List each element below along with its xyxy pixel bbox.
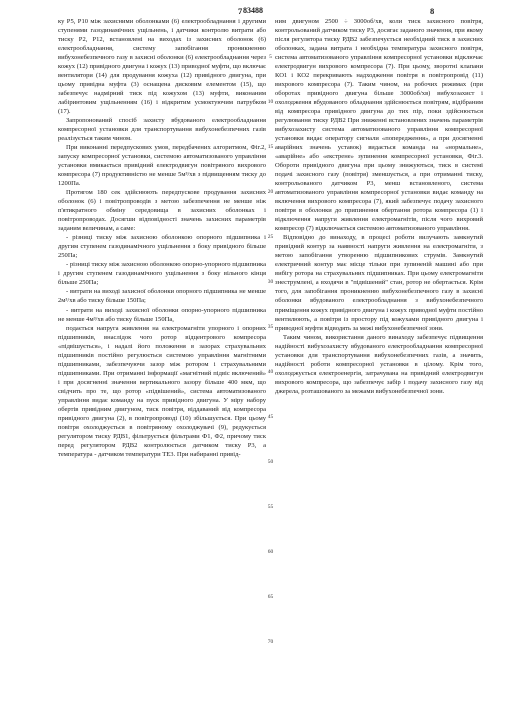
- line-number: 65: [267, 594, 274, 600]
- paragraph: - витрати на виході захисної оболонки опорно-упорного підшипника не менше 4м³/хв або тиску більше 150Па,: [58, 306, 266, 323]
- line-number: 60: [267, 549, 274, 555]
- patent-number: 83488: [243, 6, 263, 15]
- left-page-number: 7: [238, 6, 243, 16]
- line-number: 40: [267, 369, 274, 375]
- paragraph: - різниці тиску між захисною оболонкою опорно-упорного підшипника і другим ступенем газодинамічного ущільнення з боку вільного кінця більше 250Па;: [58, 261, 266, 287]
- left-text-column: [58, 17, 266, 459]
- line-number: 15: [267, 144, 274, 150]
- paragraph: ним двигуном 2500 ÷ 3000об/хв, коли тиск захисного повітря, контрольований датчиком тиску Р3, досягає заданого значення, при якому після регулятора тиску РДВ2 забезпечується необхідний тиск в захисних оболонках, задана витрата і необхідна температура захисного повітря, система автоматизованого управління компресорної установки відключає електродвигун вихрового компресора (7). При цьому, зворотні клапани КО1 і КО2 перекривають надходження повітря в повітропровід (11) вихрового компресора (7). Таким чином, на робочих режимах (при оборотах привідного двигуна більше 3000об/хв) вибухозахист і охолодження вбудованого обладнання здійснюється повітрям, відібраним від компресора привідного двигуна до тих пір, поки здійснюється регулювання тиску РДВ2 При зниженні встановлених значень параметрів вибухозахисту система автоматизованого управління компресорної установки видає оператору сигнали «попередження», а при досягненні аварійних значень уставок) видається команда на «нормальне», «аварійне» або «екстрене» зупинення компресорної установки, Фіг.3. Обороти привідного двигуна при цьому знижуються, тиск в системі подачі захисного газу (повітря) зменшується, а при отриманні тиску, контрольованого датчиком Р3, менш встановленого, система автоматизованого управління компресорної установки видає команду на включення вихрового компресора (7), який забезпечує подачу захисного повітря в оболонки до припинення обертання ротора компресора (1) і відключення напруги живлення електромагнітів, після чого вихровий компресор (7) відключається системою автоматизованого управління.: [275, 18, 483, 233]
- line-number: 50: [267, 459, 274, 465]
- right-page-number: 8: [430, 6, 435, 16]
- paragraph: Таким чином, використання даного винаходу забезпечує підвищення надійності вибухозахисту вбудованого електрообладнання компресорної установки для транспортування вибухонебезпечних газів, а значить, надійності роботи компресорної установки в цілому. Крім того, охолоджується електроенергія, затрачувана на привідний електродвигун вихрового компресора, що забезпечує забір і подачу захисного газу від джерела, розташованого за межами вибухонебезпечної зони.: [275, 333, 483, 395]
- paragraph: - витрати на виході захисної оболонки опорного підшипника не менше 2м³/хв або тиску більше 150Па;: [58, 288, 266, 305]
- line-number: 5: [269, 54, 272, 60]
- line-number: 55: [267, 504, 274, 510]
- line-number: 70: [267, 639, 274, 645]
- paragraph: - різниці тиску між захисною оболонкою опорного підшипника і другим ступенем газодинамічного ущільнення з боку привідного більше 250Па;: [58, 234, 266, 260]
- paragraph: Відповідно до винаходу, в процесі роботи вилучають замкнутий привідний контур за наявності напруги живлення на електромагніти, з метою запобігання утворенню підшипникових струмів. Замкнутий електричний контур має місце тільки при зупиненій машині або при вибігу ротора на страхувальних підшипниках. При цьому електромагніти знеструмлені, а входячи в "підвішений" стан, ротор не обертається. Крім того, для запобігання проникненню вибухонебезпечного газу в захисні оболонки вбудованого електрообладнання з вибухонебезпечного приміщення кожух привідного двигуна і кожух приводної муфти постійно вентилюють, а повітря із простору під кожухами привідного двигуна і приводної муфти відводять за межі вибухонебезпечної зони.: [275, 234, 483, 332]
- paragraph: При виконанні передпускових умов, передбачених алгоритмом, Фіг.2, запуску компресорної установки, системою автоматизованого управління установки вмикається привідний електродвигун повітряного вихрового компресора (7) продуктивністю не менше 5м³/хв з підвищенням тиску до 1200Па.: [58, 144, 266, 188]
- right-text-column: [275, 17, 483, 396]
- line-number: 35: [267, 324, 274, 330]
- paragraph: ку Р5, Р10 між захисними оболонками (6) електрообладнання і другими ступенями газодинамічних ущільнень, і датчики контролю витрати або тиску Р2, Р12, встановлені на виходах із захисних оболонок (6) електрообладнання, систему запобігання проникненню вибухонебезпечного газу в захисні оболонки (6) електрообладнання через кожух (12) привідного двигуна і кожух (13) приводної муфти, що включає вентилятори (14) для продування кожуха (12) привідного двигуна, при цьому привідна муфта (3) оснащена дисковим елементом (15), що забезпечує надмірний тиск під кожухом (13) муфти, виконаним лабіринтовим ущільненням (16) і відкритим усмоктуючим патрубком (17).: [58, 18, 266, 116]
- line-number: 45: [267, 414, 274, 420]
- paragraph: подається напруга живлення на електромагніти упорного і опорних підшипників, внаслідок чого ротор відцентрового компресора «підвішується», і надалі його положення в зазорах страхувальних підшипників постійно регулюється системою управління магнітними підшипниками, забезпечуючи зазор між ротором і страхувальними підшипниками. При отриманні інформації «магнітний підвіс включений» і при досягненні значення вертикального зазору більше 400 мкм, що свідчить про те, що ротор «підвішений», система автоматизованого управління видає команду на пуск привідного двигуна. У міру набору обертів привідним двигуном, тиск повітря, віддаваний від компресора привідного двигуна (2), в повітропроводі (10) збільшується. При цьому повітря охолоджується в повітряному охолоджувачі (9), редукується регулятором тиску РДВ1, фільтрується фільтрами Ф1, Ф2, причому тиск перед регулятором РДВ2 контролюється датчиком тиску Р3, а температура - датчиком температури ТЕ3. При набиранні привід-: [58, 324, 266, 458]
- line-number: 30: [267, 279, 274, 285]
- line-number: 20: [267, 189, 274, 195]
- line-number: 25: [267, 234, 274, 240]
- paragraph: Протягом 180 сек здійснюють передпускове продування захисних оболонок (6) і повітропроводів з метою забезпечення не менше ніж п'ятикратного обміну середовища в захисних оболонках і повітропроводах. Досягши відповідності значень захисних параметрів заданим величинам, а саме:: [58, 189, 266, 233]
- line-number: 10: [267, 99, 274, 105]
- paragraph: Запропонований спосіб захисту вбудованого електрообладнання компресорної установки для транспортування вибухонебезпечних газів реалізується таким чином.: [58, 117, 266, 143]
